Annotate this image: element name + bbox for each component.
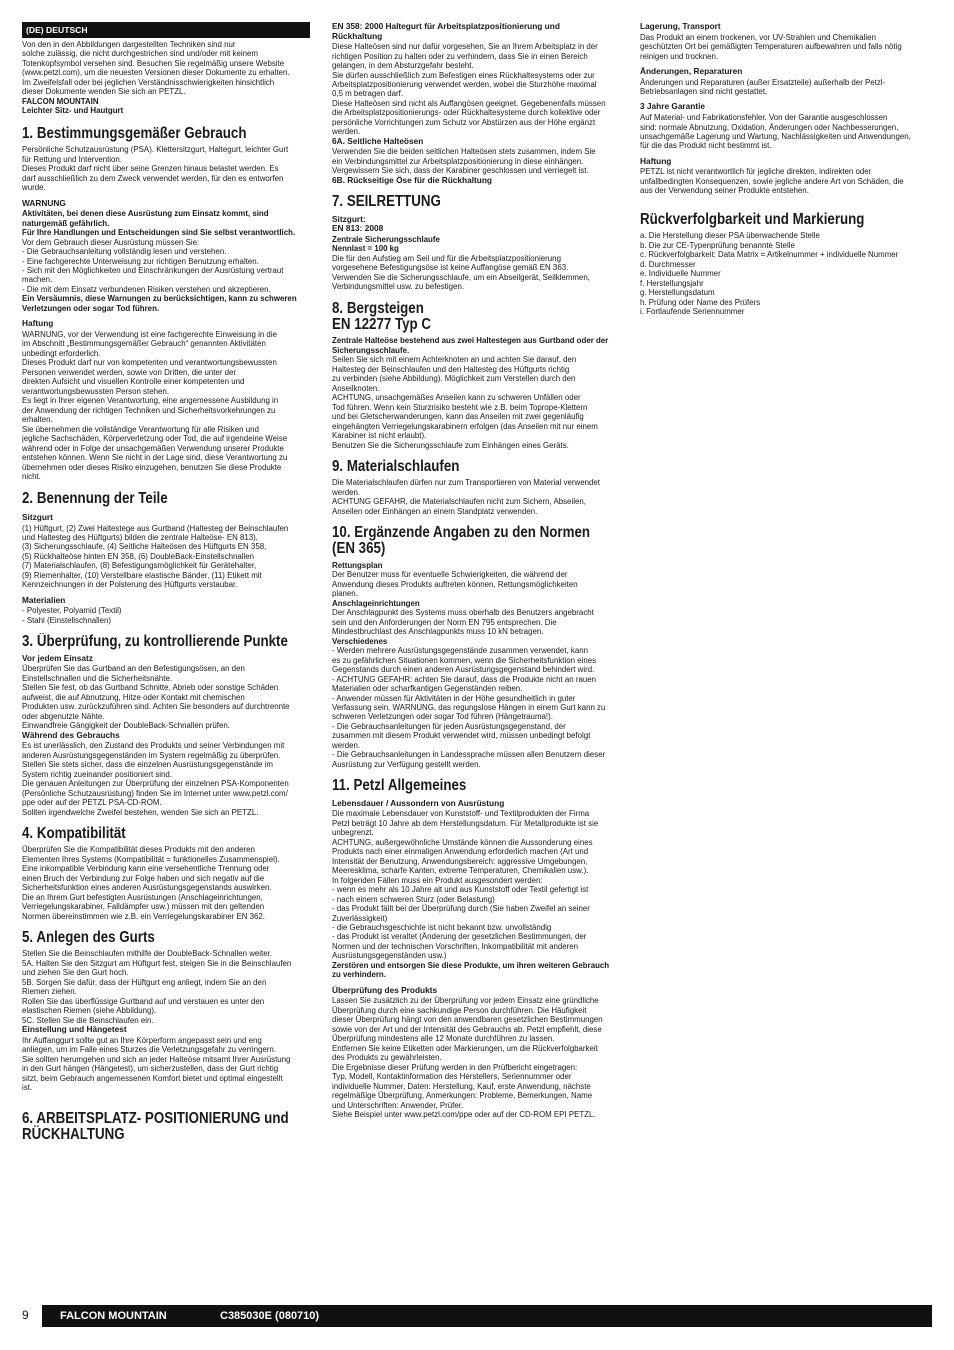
warning-text: Vor dem Gebrauch dieser Ausrüstung müssen Sie: - Die Gebrauchsanleitung vollständig lesen und verstehen. - Eine fachgerechte Unterweisung zur richtigen Benutzung erhalten. - Sich mit den Möglichkeiten und Einschränkungen der Ausrüstung vertraut machen. - Die mit dem Einsatz verbundenen Risiken verstehen und akzeptieren.	[22, 237, 284, 294]
section-8-title: 8. Bergsteigen EN 12277 Typ C	[332, 299, 432, 333]
section-6b-title: 6B. Rückseitige Öse für die Rückhaltung	[332, 174, 492, 185]
section-5-text: Stellen Sie die Beinschlaufen mithilfe der DoubleBack-Schnallen weiter. 5A. Halten Sie den Sitzgurt am Hüftgurt fest, steigen Sie in die Beinschlaufen und ziehen Sie den Gurt hoch. 5B. Sorgen Sie dafür, dass der Hüftgurt eng anliegt, indem Sie an den Riemen ziehen. Rollen Sie das überflüssige Gurtband auf und verstauen es unter den elastischen Riemen (siehe Abbildung). 5C. Stellen Sie die Beinschlaufen ein.	[22, 949, 292, 1025]
column-2	[332, 22, 620, 1120]
warning-bold-2: Ein Versäumnis, diese Warnungen zu berücksichtigen, kann zu schweren Verletzungen oder sogar Tod führen.	[22, 294, 297, 313]
section-3-title: 3. Überprüfung, zu kontrollierende Punkte	[22, 633, 288, 651]
lifetime-title: Lebensdauer / Aussondern von Ausrüstung	[332, 797, 505, 808]
section-9-text: Die Materialschlaufen dürfen nur zum Transportieren von Material verwendet werden. ACHTUNG GEFAHR, die Materialschlaufen nicht zum Sichern, Abseilen, Anseilen oder Einhängen an einem Standplatz verwenden.	[332, 478, 600, 516]
section-5-title: 5. Anlegen des Gurts	[22, 929, 155, 947]
column-1	[22, 22, 310, 1146]
section-2-title: 2. Benennung der Teile	[22, 489, 168, 507]
storage-title: Lagerung, Transport	[640, 21, 721, 31]
warning-bold: Aktivitäten, bei denen diese Ausrüstung zum Einsatz kommt, sind naturgemäß gefährlich. Für Ihre Handlungen und Entscheidungen sind Sie selbst verantwortlich.	[22, 209, 296, 238]
rescue-plan-text: Der Benutzer muss für eventuelle Schwierigkeiten, die während der Anwendung dieses Produkts auftreten können, Rettungsmöglichkeiten planen.	[332, 570, 578, 599]
section-8-bold: Zentrale Halteöse bestehend aus zwei Haltestegen aus Gurtband oder der Sicherungsschlaufe.	[332, 336, 609, 355]
inspection-text: Lassen Sie zusätzlich zu der Überprüfung vor jedem Einsatz eine gründliche Überprüfung durch eine sachkundige Person durchführen. Die Häufigkeit dieser Überprüfung hängt von den anwendbaren gesetzlichen Bestimmungen sowie von der Art und der Intensität des Gebrauchs ab. Petzl empfiehlt, diese Überprüfung mindestens alle 12 Monate durchführen zu lassen. Entfernen Sie keine Etiketten oder Markierungen, um die Rückverfolgbarkeit des Produkts zu gewährleisten. Die Ergebnisse dieser Prüfung werden in den Prüfbericht eingetragen: Typ, Modell, Kontaktinformation des Herstellers, Seriennummer oder individuelle Nummer, Daten: Herstellung, Kauf, erste Anwendung, nächste regelmäßige Überprüfung, Anmerkungen: Probleme, Bemerkungen, Name und Unterschriften: Anwender, Prüfer. Siehe Beispiel unter www.petzl.com/ppe oder auf der CD-ROM EPI PETZL.	[332, 996, 603, 1120]
footer-bar	[42, 1305, 932, 1327]
section-1-text: Persönliche Schutzausrüstung (PSA). Klettersitzgurt, Haltegurt, leichter Gurt für Rettung und Intervention. Dieses Produkt darf nicht über seine Grenzen hinaus belastet werden. Es darf ausschließlich zu dem Zweck verwendet werden, für den es entworfen wurde.	[22, 145, 289, 193]
anchors-text: Der Anschlagpunkt des Systems muss oberhalb des Benutzers angebracht sein und den Anforderungen der Norm EN 795 entsprechen. Die Mindestbruchlast des Anschlagpunkts muss 10 kN betragen.	[332, 608, 594, 637]
section-9-title: 9. Materialschlaufen	[332, 458, 460, 475]
manual-page	[22, 22, 932, 1302]
footer-product: FALCON MOUNTAIN	[60, 1310, 167, 1322]
en358-text: Diese Halteösen sind nur dafür vorgesehen, Sie an Ihrem Arbeitsplatz in der richtigen Position zu halten oder zu verhindern, dass Sie in einen Bereich gelangen, in dem Absturzgefahr besteht. Sie dürfen ausschließlich zum Befestigen eines Rückhaltesystems oder zur Arbeitsplatzpositionierung verwendet werden, wobei die Sturzhöhe maximal 0,5 m betragen darf. Diese Halteösen sind nicht als Auffangösen geeignet. Gegebenenfalls müssen die Arbeitsplatzpositionierungs- oder Rückhaltesysteme durch kollektive oder persönliche Vorrichtungen zum Schutz vor Abstürzen aus der Höhe ergänzt werden.	[332, 42, 606, 137]
liability-text: WARNUNG, vor der Verwendung ist eine fachgerechte Einweisung in die im Abschnitt „Bestimmungsgemäßer Gebrauch“ genannten Aktivitäten unbedingt erforderlich. Dieses Produkt darf nur von kompetenten und verantwortungsbewussten Personen verwendet werden, sowie von Dritten, die unter der direkten Aufsicht und visuellen Kontrolle einer kompetenten und verantwortungsbewussten Person stehen. Es liegt in Ihrer eigenen Verantwortung, eine angemessene Ausbildung in der Anwendung der richtigen Techniken und Sicherheitsvorkehrungen zu erhalten. Sie übernehmen die vollständige Verantwortung für alle Risiken und jegliche Sachschäden, Körperverletzung oder Tod, die auf irgendeine Weise während oder in Folge der unsachgemäßen Verwendung unserer Produkte entstehen können. Wenn Sie nicht in der Lage sind, diese Verantwortung zu übernehmen oder dieses Risiko einzugehen, benutzen Sie diese Produkte nicht.	[22, 329, 288, 482]
intro-text: Von den in den Abbildungen dargestellten Techniken sind nur solche zulässig, die nicht durchgestrichen sind und/oder mit keinem Totenkopfsymbol versehen sind. Besuchen Sie regelmäßig unsere Website (www.petzl.com), um die neuesten Versionen dieser Dokumente zu erhalten. Im Zweifelsfall oder bei jeglichen Verständnisschwierigkeiten hinsichtlich dieser Dokumente wenden Sie sich an PETZL.	[22, 40, 290, 97]
repairs-text: Änderungen und Reparaturen (außer Ersatzteile) außerhalb der Petzl- Betriebsanlagen sind nicht gestattet.	[640, 77, 886, 96]
section-6-title: 6. ARBEITSPLATZ- POSITIONIERUNG und RÜCKHALTUNG	[22, 1109, 289, 1143]
section-7-sub: Zentrale Sicherungsschlaufe Nennlast = 100 kg	[332, 234, 440, 254]
section-8-text: Seilen Sie sich mit einem Achterknoten an und achten Sie darauf, den Haltesteg der Beinschlaufen und den Haltesteg des Hüftgurts richtig zu verbinden (siehe Abbildung). Möglichkeit zum Verstellen durch den Anseilknoten. ACHTUNG, unsachgemäßes Anseilen kann zu schweren Unfällen oder Tod führen. Wenn kein Sturzrisiko besteht wie z.B. beim Toprope-Klettern und bei Gletscherwanderungen, kann das Anseilen mit zwei gegenläufig eingehängten Verriegelungskarabinern erfolgen (das Anseilen mit nur einem Karabiner ist nicht erlaubt). Benutzen Sie die Sicherungsschlaufe zum Einhängen eines Geräts.	[332, 355, 598, 450]
en358-title: EN 358: 2000 Haltegurt für Arbeitsplatzpositionierung und Rückhaltung	[332, 21, 560, 41]
section-6a-text: Verwenden Sie die beiden seitlichen Halteösen stets zusammen, indem Sie ein Verbindungsmittel zur Arbeitsplatzpositionierung in diese einhängen. Vergewissern Sie sich, dass der Karabiner geschlossen und verriegelt ist.	[332, 147, 596, 176]
section-11-title: 11. Petzl Allgemeines	[332, 777, 467, 795]
footer-code: C385030E (080710)	[220, 1310, 320, 1322]
section-4-title: 4. Kompatibilität	[22, 824, 126, 842]
misc-text: - Werden mehrere Ausrüstungsgegenstände zusammen verwendet, kann es zu gefährlichen Situationen kommen, wenn die Sicherheitsfunktion eines Gegenstands durch einen anderen Ausrüstungsgegenstand behindert wird. - ACHTUNG GEFAHR: achten Sie darauf, dass die Produkte nicht an rauen Materialien oder scharfkantigen Gegenständen reiben. - Anwender müssen für Aktivitäten in der Höhe gesundheitlich in guter Verfassung sein. WARNUNG, das regungslose Hängen in einem Gurt kann zu schweren Verletzungen oder sogar Tod führen (Hängetrauma!). - Die Gebrauchsanleitungen für jeden Ausrüstungsgegenstand, der zusammen mit diesem Produkt verwendet wird, müssen unbedingt befolgt werden. - Die Gebrauchsanleitungen in Landessprache müssen allen Benutzern dieser Ausrüstung zur Verfügung gestellt werden.	[332, 646, 606, 769]
column-3	[640, 22, 928, 317]
rescue-plan-title: Rettungsplan	[332, 560, 383, 570]
materials-title: Materialien	[22, 594, 66, 605]
product-subtitle: Leichter Sitz- und Hautgurt	[22, 106, 124, 116]
language-header: (DE) DEUTSCH	[22, 22, 310, 38]
storage-text: Das Produkt an einem trockenen, vor UV-Strahlen und Chemikalien geschützten Ort bei gemäßigten Temperaturen aufbewahren und falls nötig reinigen und trocknen.	[640, 32, 902, 61]
warning-title: WARNUNG	[22, 197, 66, 208]
lifetime-text: Die maximale Lebensdauer von Kunststoff- und Textilprodukten der Firma Petzl beträgt 10 Jahre ab dem Herstellungsdatum. Für Metallprodukte ist sie unbegrenzt. ACHTUNG, außergewöhnliche Umstände können die Aussonderung eines Produkts nach einer einmaligen Anwendung erforderlich machen (Art und Intensität der Benutzung, Anwendungsbereich: aggressive Umgebungen, Meeresklima, scharfe Kanten, extreme Temperaturen, Chemikalien usw.). In folgenden Fällen muss ein Produkt ausgesondert werden: - wenn es mehr als 10 Jahre alt und aus Kunststoff oder Textil gefertigt ist - nach einem schweren Sturz (oder Belastung) - das Produkt fällt bei der Überprüfung durch (Sie haben Zweifel an seiner Zuverlässigkeit) - die Gebrauchsgeschichte ist nicht bekannt bzw. unvollständig - das Produkt ist veraltet (Änderung der gesetzlichen Bestimmungen, der Normen und der technischen Vorschriften, Inkompatibilität mit anderen Ausrüstungsgegenständen usw.)	[332, 809, 599, 961]
repairs-title: Änderungen, Reparaturen	[640, 65, 743, 76]
seat-harness-text: (1) Hüftgurt, (2) Zwei Haltestege aus Gurtband (Haltesteg der Beinschlaufen und Haltesteg des Hüftgurts) bilden die zentrale Halteöse- EN 813), (3) Sicherungsschlaufe, (4) Seitliche Halteösen des Hüftgurts EN 358, (5) Rückhalteöse hinten EN 358, (6) DoubleBack-Einstellschnallen (7) Materialschlaufen, (8) Befestigungsmöglichkeit für Gerätehalter, (9) Riemenhalter, (10) Verstellbare elastische Bänder, (11) Etikett mit Kennzeichnungen in der Polsterung des Hüftgurts verstaubar.	[22, 523, 289, 590]
warranty-text: Auf Material- und Fabrikationsfehler. Von der Garantie ausgeschlossen sind: normale Abnutzung, Oxidation, Änderungen oder Nachbesserungen, unsachgemäße Lagerung und Wartung, Nachlässigkeiten und Anwendungen, für die das Produkt nicht bestimmt ist.	[640, 113, 911, 151]
product-name: FALCON MOUNTAIN	[22, 96, 99, 106]
traceability-title: Rückverfolgbarkeit und Markierung	[640, 210, 865, 228]
section-6a-title: 6A. Seitliche Halteösen	[332, 135, 424, 146]
adjustment-text: Ihr Auffanggurt sollte gut an Ihre Körperform angepasst sein und eng anliegen, um im Falle eines Sturzes die Verletzungsgefahr zu verringern. Sie sollten herumgehen und sich an jeder Halteöse mitsamt Ihrer Ausrüstung in den Gurt hängen (Hängetest), um sicherzustellen, dass der Gurt richtig sitzt, beim Gebrauch angemessenen Komfort bietet und optimal eingestellt ist.	[22, 1035, 291, 1093]
during-use-text: Es ist unerlässlich, den Zustand des Produkts und seiner Verbindungen mit anderen Ausrüstungsgegenständen im System regelmäßig zu überprüfen. Stellen Sie stets sicher, dass die einzelnen Ausrüstungsgegenstände im System richtig zueinander positioniert sind. Die genauen Anleitungen zur Überprüfung der einzelnen PSA-Komponenten (Persönliche Schutzausrüstung) finden Sie im Internet unter www.petzl.com/ ppe oder auf der PETZL PSA-CD-ROM. Sollten irgendwelche Zweifel bestehen, wenden Sie sich an PETZL.	[22, 741, 289, 817]
misc-title: Verschiedenes	[332, 636, 388, 646]
before-use-title: Vor jedem Einsatz	[22, 652, 93, 663]
liability-title-2: Haftung	[640, 155, 672, 166]
section-4-text: Überprüfen Sie die Kompatibilität dieses Produkts mit den anderen Elementen Ihres Systems (Kompatibilität = funktionelles Zusammenspiel). Eine inkompatible Verbindung kann eine versehentliche Trennung oder einen Bruch der Verbindung zur Folge haben und sich negativ auf die Sicherheitsfunktion eines anderen Ausrüstungsgegenstands auswirken. Die an Ihrem Gurt befestigten Ausrüstungen (Anschlageinrichtungen, Verriegelungskarabiner, Falldämpfer usw.) müssen mit den geltenden Normen übereinstimmen wie z.B. ein Verriegelungskarabiner EN 362.	[22, 845, 280, 921]
section-10-title: 10. Ergänzende Angaben zu den Normen (EN 365)	[332, 524, 591, 558]
destroy-notice: Zerstören und entsorgen Sie diese Produkte, um ihren weiteren Gebrauch zu verhindern.	[332, 960, 610, 980]
warranty-title: 3 Jahre Garantie	[640, 101, 706, 112]
section-7-text: Die für den Aufstieg am Seil und für die Arbeitsplatzpositionierung vorgesehene Befestigungsöse ist keine Auffangöse gemäß EN 363. Verwenden Sie die Sicherungsschlaufe, um ein Abseilgerät, Seilklemmen, Verbindungsmittel usw. zu befestigen.	[332, 253, 590, 292]
liability-title: Haftung	[22, 318, 54, 329]
before-use-text: Überprüfen Sie das Gurtband an den Befestigungsösen, an den Einstellschnallen und die Sicherheitsnähte. Stellen Sie fest, ob das Gurtband Schnitte, Abrieb oder sonstige Schäden aufweist, die auf Abnutzung, Hitze oder Kontakt mit chemischen Produkten usw. zurückzuführen sind. Achten Sie besonders auf durchtrennte oder abgenutzte Nähte. Einwandfreie Gängigkeit der DoubleBack-Schnallen prüfen.	[22, 664, 290, 731]
traceability-list: a. Die Herstellung dieser PSA überwachende Stelle b. Die zur CE-Typenprüfung benannte Stelle c. Rückverfolgbarkeit: Data Matrix = Artikelnummer + individuelle Nummer d. Durchmesser e. Individuelle Nummer f. Herstellungsjahr g. Herstellungsdatum h. Prüfung oder Name des Prüfers i. Fortlaufende Seriennummer	[640, 231, 899, 317]
seat-harness-title: Sitzgurt	[22, 511, 53, 522]
anchors-title: Anschlageinrichtungen	[332, 598, 420, 608]
section-7-title: 7. SEILRETTUNG	[332, 193, 441, 211]
page-number: 9	[22, 1308, 29, 1322]
materials-text: - Polyester, Polyamid (Textil) - Stahl (Einstellschnallen)	[22, 606, 122, 625]
inspection-title: Überprüfung des Produkts	[332, 984, 438, 995]
liability-text-2: PETZL ist nicht verantwortlich für jegliche direkten, indirekten oder unfallbedingten Konsequenzen, sowie jegliche andere Art von Schäden, die aus der Verwendung seiner Produkte entstehen.	[640, 167, 904, 196]
section-7-bold: Sitzgurt: EN 813: 2008	[332, 213, 384, 234]
adjustment-title: Einstellung und Hängetest	[22, 1024, 127, 1035]
section-1-title: 1. Bestimmungsgemäßer Gebrauch	[22, 124, 247, 142]
page-footer	[22, 1305, 932, 1327]
during-use-title: Während des Gebrauchs	[22, 729, 120, 740]
